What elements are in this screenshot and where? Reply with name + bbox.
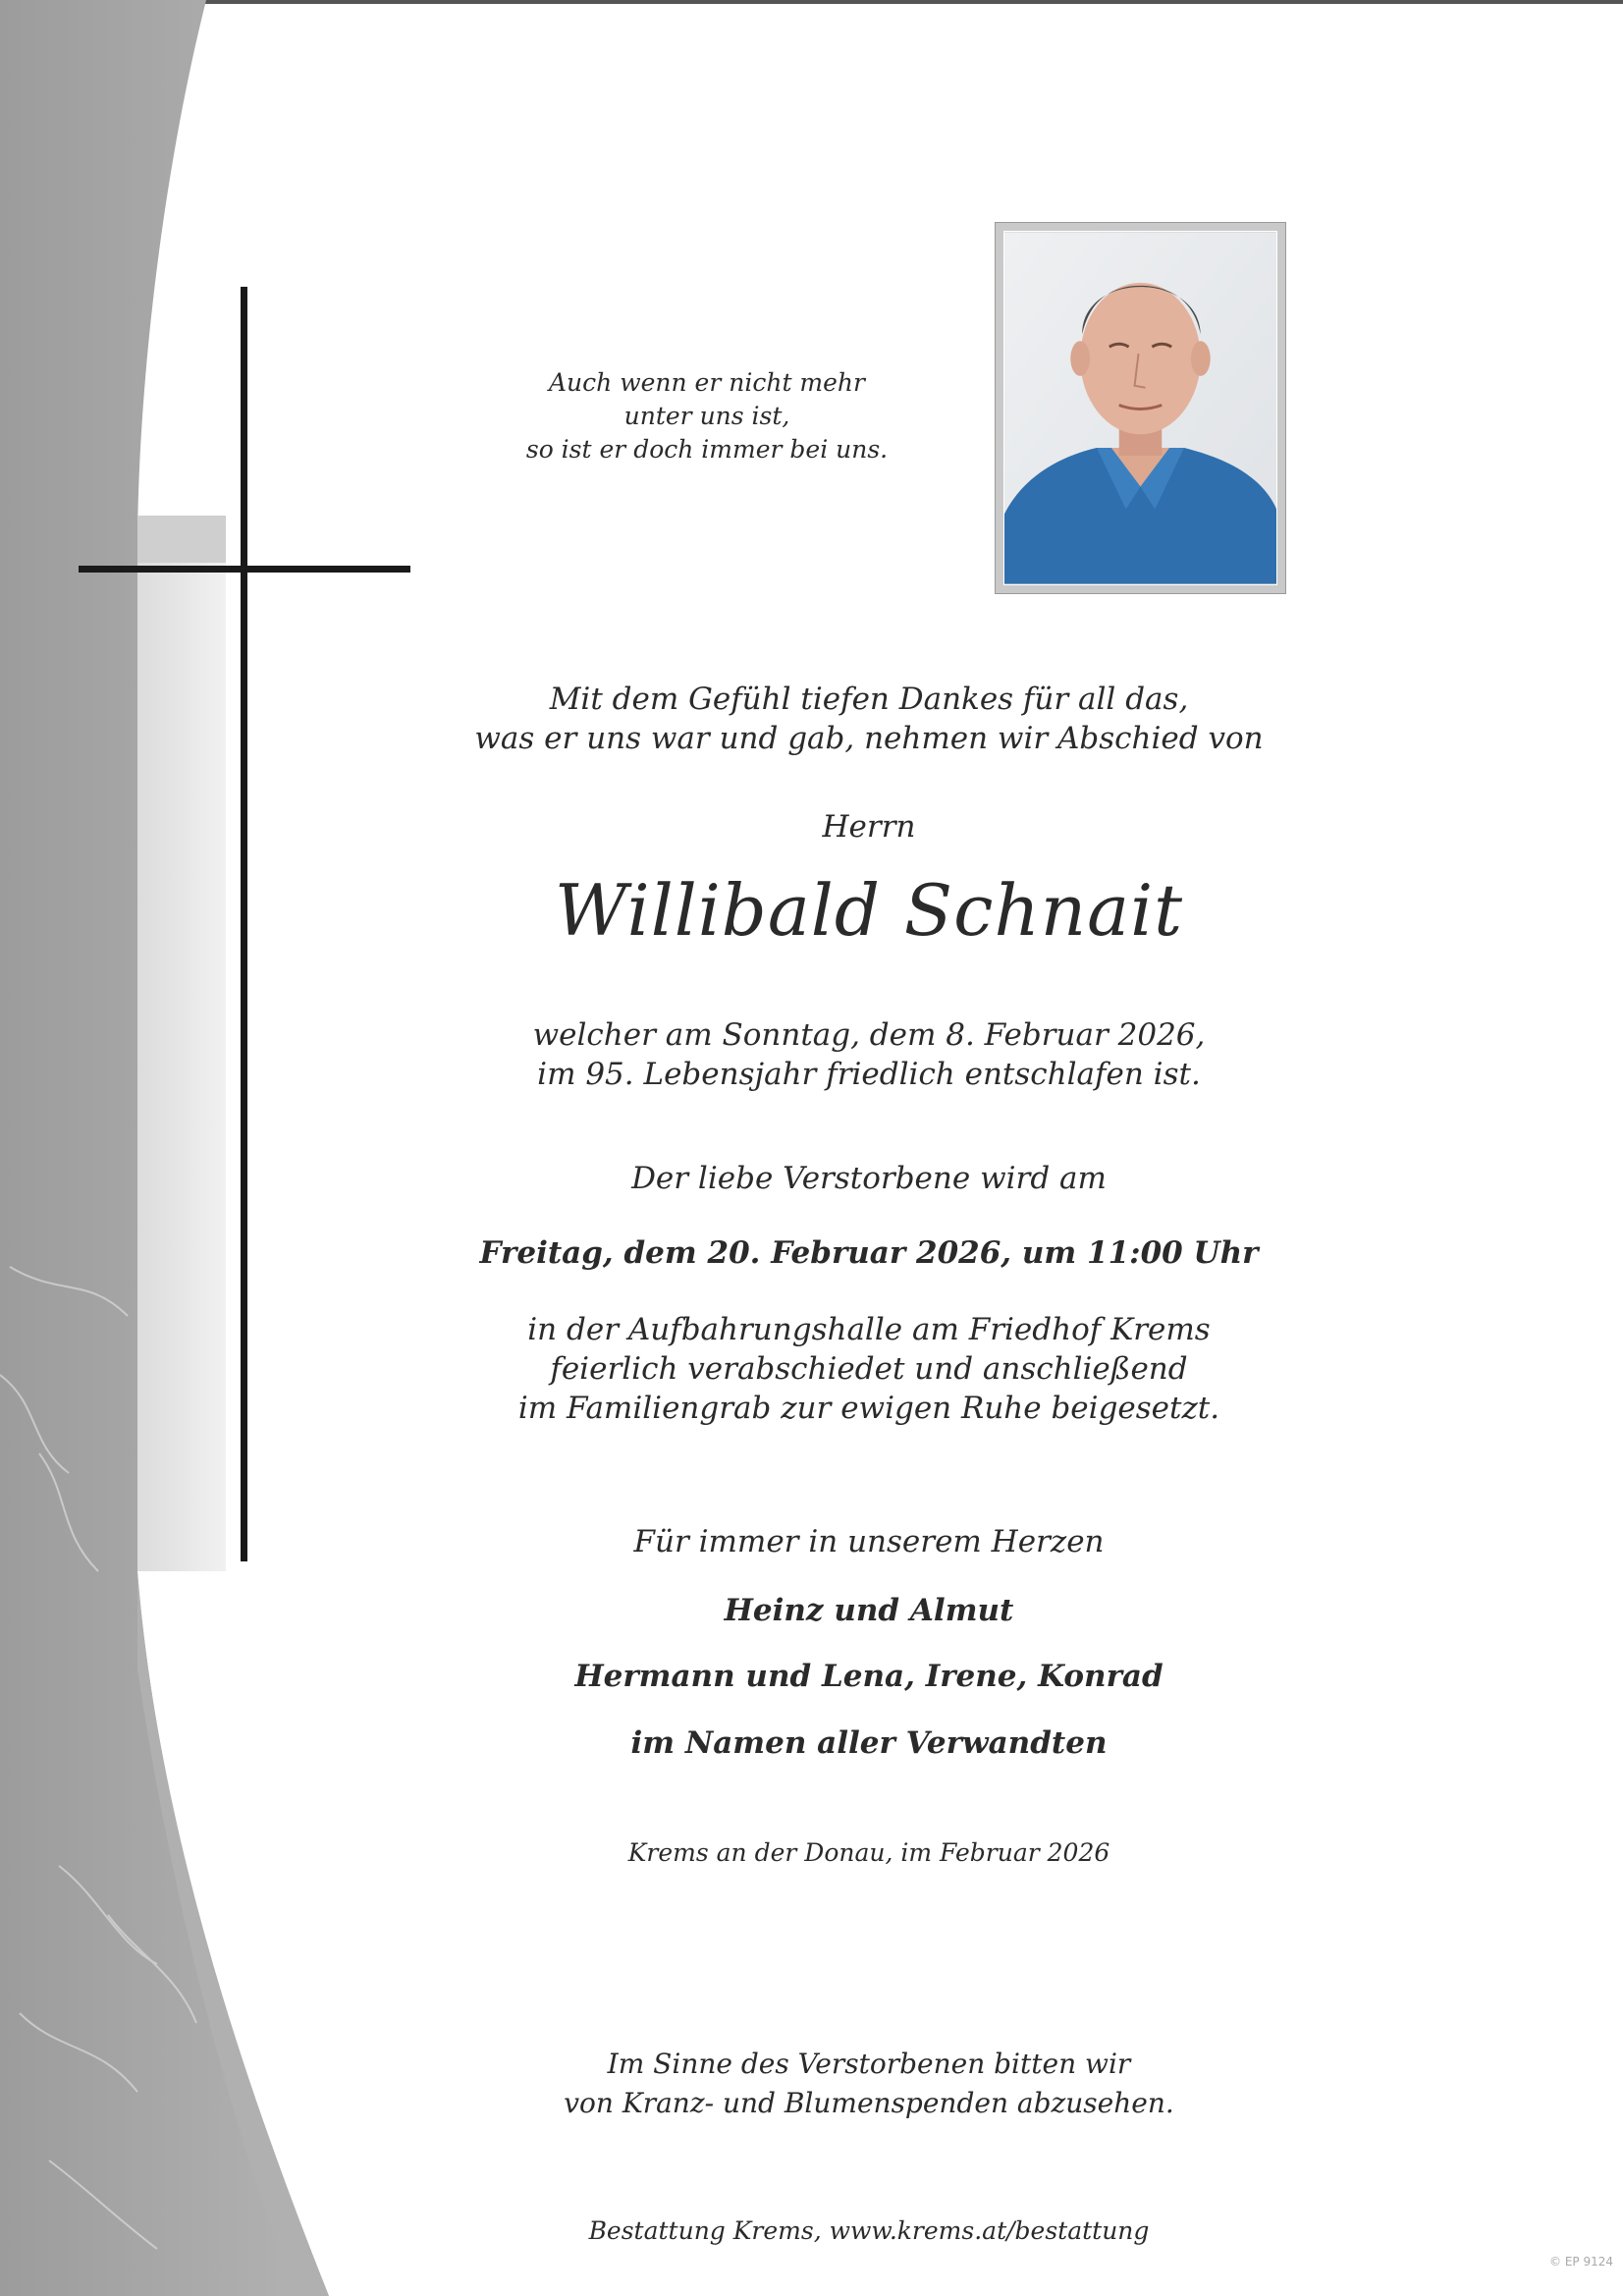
ceremony-date: Freitag, dem 20. Februar 2026, um 11:00 Uhr [479, 1235, 1259, 1271]
mourner-line: Heinz und Almut [724, 1593, 1014, 1628]
request-line: von Kranz- und Blumenspenden abzusehen. [564, 2087, 1174, 2119]
ceremony-line: feierlich verabschiedet und anschließend [550, 1351, 1188, 1387]
ceremony-place [447, 1310, 1291, 1428]
motto-line: Auch wenn er nicht mehr [549, 368, 865, 397]
portrait-photo [1003, 231, 1277, 585]
marble-band-decoration [0, 0, 334, 2296]
death-line: im 95. Lebensjahr friedlich entschlafen ist. [537, 1057, 1201, 1092]
salutation: Herrn [822, 809, 916, 845]
motto-line: unter uns ist, [623, 402, 790, 430]
intro-line: Mit dem Gefühl tiefen Dankes für all das, [549, 682, 1189, 717]
place-date: Krems an der Donau, im Februar 2026 [627, 1838, 1110, 1867]
motto [461, 366, 952, 466]
donation-request [447, 2045, 1291, 2123]
mourners-intro: Für immer in unserem Herzen [633, 1524, 1105, 1559]
request-line: Im Sinne des Verstorbenen bitten wir [607, 2048, 1131, 2080]
ceremony-line: im Familiengrab zur ewigen Ruhe beigesetzt. [517, 1391, 1220, 1426]
cross-vertical-bar [241, 287, 247, 1561]
footer-funeral-home: Bestattung Krems, www.krems.at/bestattung [588, 2216, 1150, 2245]
farewell-intro: Der liebe Verstorbene wird am [631, 1161, 1107, 1196]
death-line: welcher am Sonntag, dem 8. Februar 2026, [532, 1017, 1206, 1053]
copyright-mark: © EP 9124 [1549, 2255, 1613, 2269]
motto-line: so ist er doch immer bei uns. [525, 435, 889, 464]
cross-horizontal-bar [79, 566, 410, 573]
portrait-photo-frame [995, 222, 1286, 594]
mourner-line: im Namen aller Verwandten [630, 1725, 1108, 1761]
mourner-line: Hermann und Lena, Irene, Konrad [574, 1659, 1163, 1694]
deceased-name: Willibald Schnait [554, 869, 1184, 952]
intro-text [447, 680, 1291, 758]
death-notice [447, 1015, 1291, 1094]
ceremony-line: in der Aufbahrungshalle am Friedhof Krems [527, 1312, 1211, 1347]
intro-line: was er uns war und gab, nehmen wir Abschied von [474, 721, 1264, 756]
